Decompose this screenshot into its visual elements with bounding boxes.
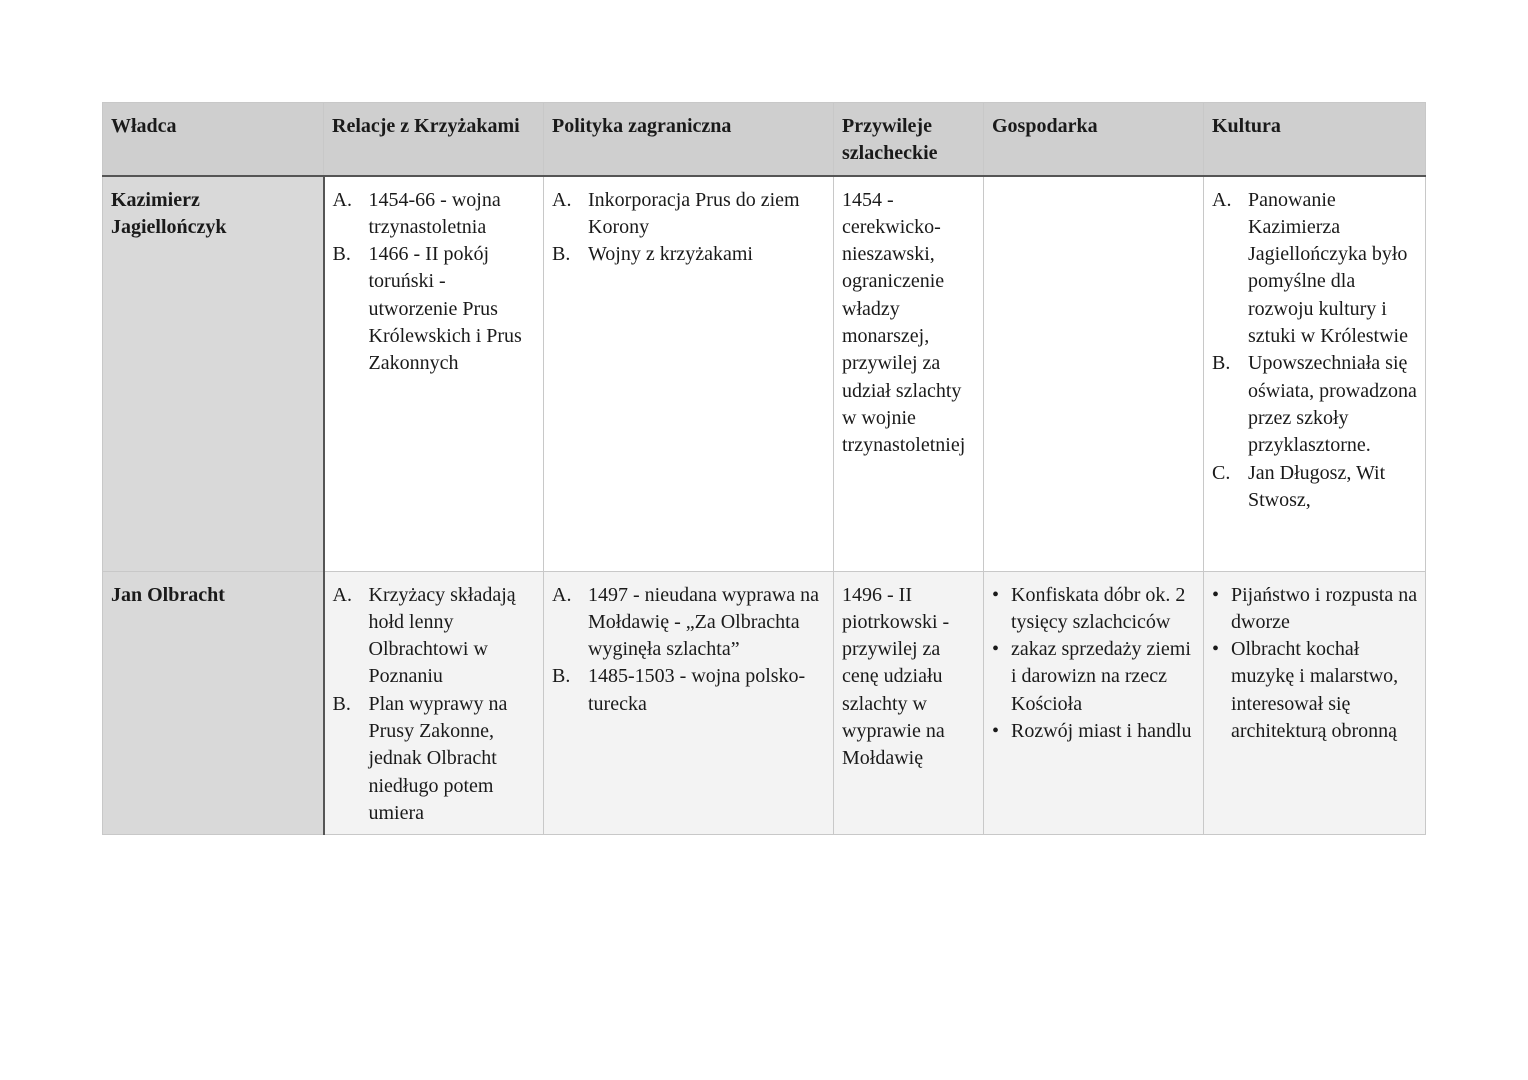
polityka-cell xyxy=(544,176,834,572)
list-marker: B. xyxy=(332,692,351,715)
header-wladca: Władca xyxy=(103,103,324,176)
kultura-list xyxy=(1212,187,1418,515)
list-marker: C. xyxy=(1212,461,1231,484)
gospodarka-list xyxy=(992,582,1196,746)
list-item-text: Panowanie Kazimierza Jagiellończyka było pomyślne dla rozwoju kultury i sztuki w Królestwie xyxy=(1248,188,1408,348)
kultura-cell xyxy=(1204,571,1426,835)
list-marker: B. xyxy=(332,243,351,266)
list-item xyxy=(1212,636,1418,745)
list-item xyxy=(333,582,537,691)
header-gospodarka: Gospodarka xyxy=(984,103,1204,176)
przywileje-cell: 1454 - cerekwicko-nieszawski, ograniczenie władzy monarszej, przywilej za udział szlachty w wojnie trzynastoletniej xyxy=(834,176,984,572)
relacje-cell xyxy=(324,176,544,572)
list-item-text: Krzyżacy składają hołd lenny Olbrachtowi w Poznaniu xyxy=(368,583,516,688)
ruler-name: Kazimierz Jagiellończyk xyxy=(103,176,324,572)
list-marker: B. xyxy=(552,243,571,266)
list-marker: A. xyxy=(332,188,352,211)
list-item-text: 1454-66 - wojna trzynastoletnia xyxy=(368,188,501,238)
header-przywileje: Przywileje szlacheckie xyxy=(834,103,984,176)
gospodarka-cell xyxy=(984,176,1204,572)
list-item-text: 1485-1503 - wojna polsko-turecka xyxy=(588,665,806,715)
list-marker: A. xyxy=(332,583,352,606)
list-item xyxy=(552,663,826,718)
list-item-text: zakaz sprzedaży ziemi i darowizn na rzecz Kościoła xyxy=(1011,638,1191,715)
table-row xyxy=(103,571,1426,835)
list-item-text: Jan Długosz, Wit Stwosz, xyxy=(1248,461,1386,511)
relacje-cell xyxy=(324,571,544,835)
ruler-name: Jan Olbracht xyxy=(103,571,324,835)
list-item-text: 1497 - nieudana wyprawa na Mołdawię - „Za Olbrachta wyginęła szlachta” xyxy=(588,583,820,661)
list-item-text: Upowszechniała się oświata, prowadzona przez szkoły przyklasztorne. xyxy=(1248,352,1417,457)
table-row xyxy=(103,176,1426,572)
list-item xyxy=(992,636,1196,718)
list-item xyxy=(552,187,826,242)
kultura-cell xyxy=(1204,176,1426,572)
list-marker: A. xyxy=(1212,188,1232,211)
bullet-icon: • xyxy=(992,583,1000,606)
list-item xyxy=(552,582,826,664)
header-relacje: Relacje z Krzyżakami xyxy=(324,103,544,176)
list-item xyxy=(552,241,826,268)
list-item-text: Rozwój miast i handlu xyxy=(1011,720,1192,743)
list-marker: B. xyxy=(1212,352,1231,375)
header-kultura: Kultura xyxy=(1204,103,1426,176)
gospodarka-cell xyxy=(984,571,1204,835)
list-item xyxy=(1212,350,1418,459)
header-row xyxy=(103,103,1426,176)
bullet-icon: • xyxy=(992,638,1000,661)
list-item xyxy=(1212,582,1418,637)
kultura-list xyxy=(1212,582,1418,746)
polityka-list xyxy=(552,187,826,269)
list-item-text: Plan wyprawy na Prusy Zakonne, jednak Olbracht niedługo potem umiera xyxy=(368,692,508,824)
list-item-text: Pijaństwo i rozpusta na dworze xyxy=(1231,583,1418,633)
relacje-list xyxy=(333,582,537,828)
list-item-text: Konfiskata dóbr ok. 2 tysięcy szlachciców xyxy=(1011,583,1186,633)
header-polityka: Polityka zagraniczna xyxy=(544,103,834,176)
list-item xyxy=(333,187,537,242)
przywileje-cell: 1496 - II piotrkowski - przywilej za cenę udziału szlachty w wyprawie na Mołdawię xyxy=(834,571,984,835)
polityka-list xyxy=(552,582,826,718)
list-item xyxy=(333,691,537,827)
bullet-icon: • xyxy=(1212,638,1220,661)
list-marker: A. xyxy=(552,188,572,211)
list-item xyxy=(333,241,537,377)
list-item xyxy=(1212,460,1418,515)
bullet-icon: • xyxy=(1212,583,1220,606)
relacje-list xyxy=(333,187,537,378)
list-marker: B. xyxy=(552,665,571,688)
bullet-icon: • xyxy=(992,720,1000,743)
list-item-text: Olbracht kochał muzykę i malarstwo, interesował się architekturą obronną xyxy=(1231,638,1399,743)
list-item xyxy=(992,718,1196,745)
list-marker: A. xyxy=(552,583,572,606)
list-item-text: Wojny z krzyżakami xyxy=(588,243,753,266)
list-item-text: 1466 - II pokój toruński - utworzenie Prus Królewskich i Prus Zakonnych xyxy=(368,243,522,375)
list-item xyxy=(992,582,1196,637)
list-item xyxy=(1212,187,1418,351)
rulers-table xyxy=(102,102,1426,835)
list-item-text: Inkorporacja Prus do ziem Korony xyxy=(588,188,800,238)
polityka-cell xyxy=(544,571,834,835)
